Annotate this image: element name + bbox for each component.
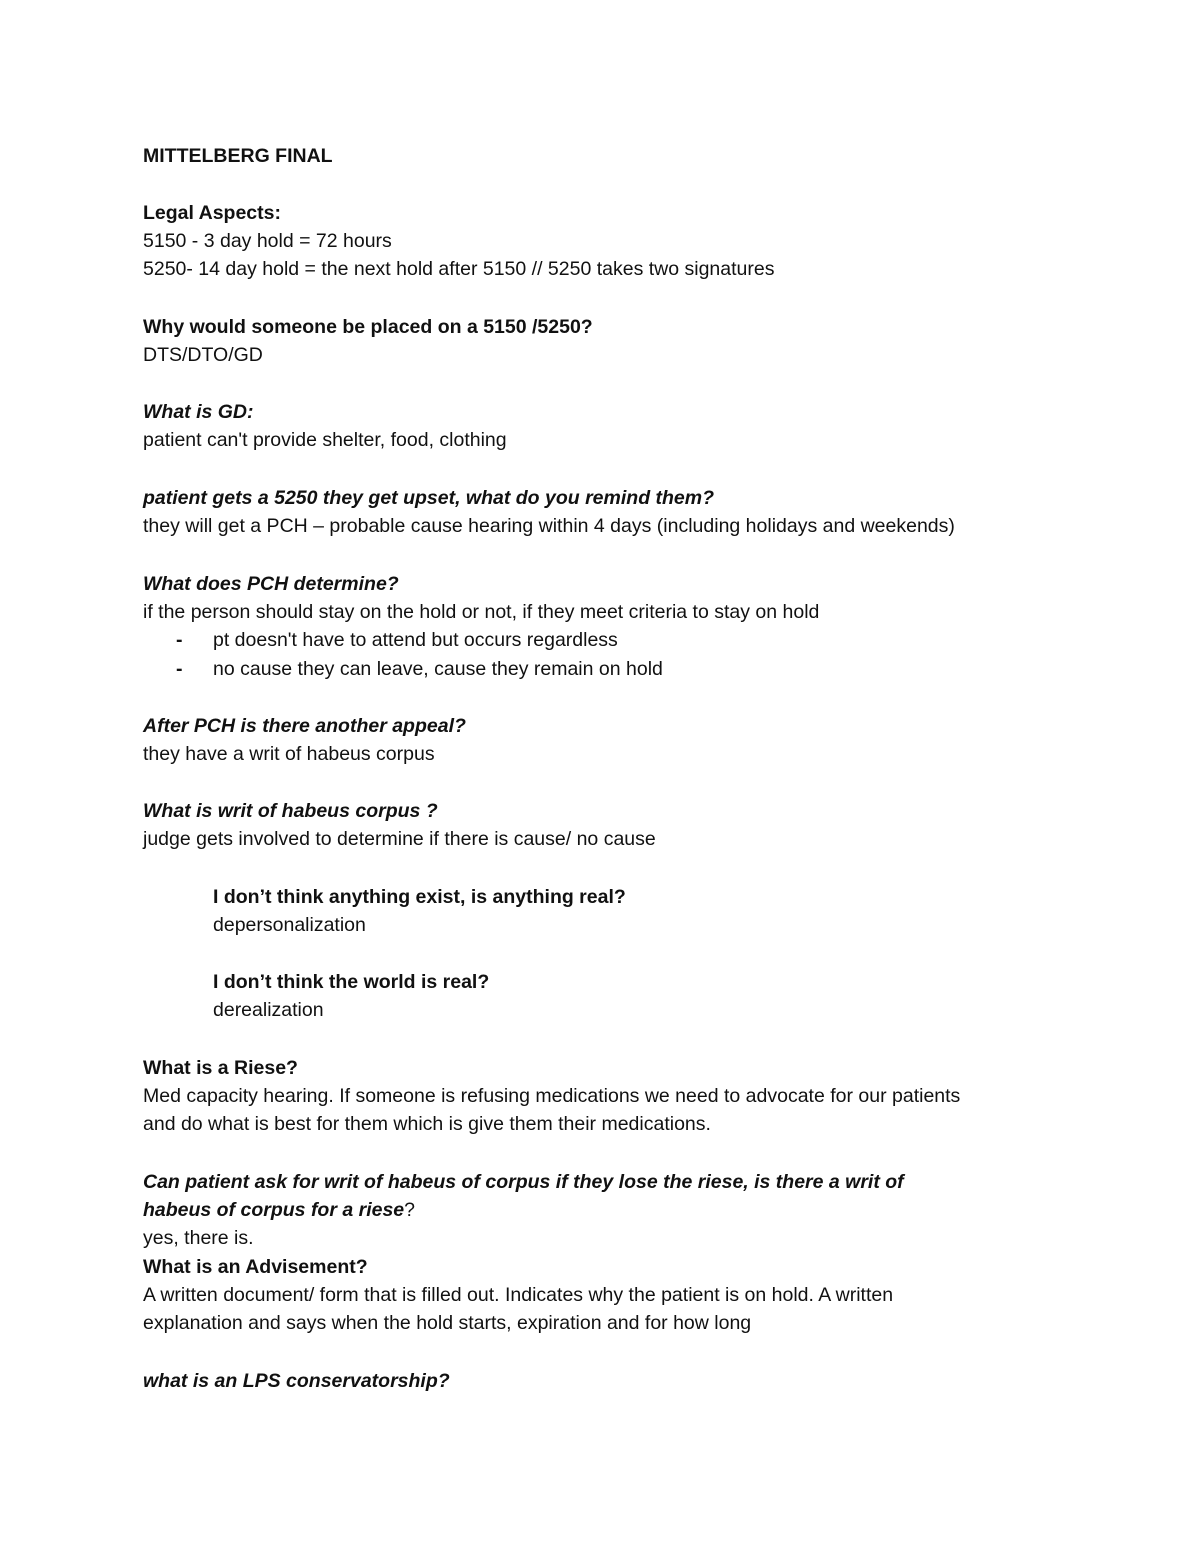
bullet-marker: -: [176, 658, 183, 680]
bullet-item: no cause they can leave, cause they remain on hold: [213, 658, 663, 680]
question-habeus: What is writ of habeus corpus ?: [143, 800, 438, 822]
answer-placement: DTS/DTO/GD: [143, 344, 263, 366]
answer-derealization: derealization: [213, 999, 324, 1021]
legal-line-5250: 5250- 14 day hold = the next hold after 5150 // 5250 takes two signatures: [143, 258, 775, 280]
answer-appeal: they have a writ of habeus corpus: [143, 743, 435, 765]
answer-riese-writ: yes, there is.: [143, 1227, 254, 1249]
answer-pch-determine: if the person should stay on the hold or not, if they meet criteria to stay on hold: [143, 601, 820, 623]
legal-line-5150: 5150 - 3 day hold = 72 hours: [143, 230, 392, 252]
answer-depersonalization: depersonalization: [213, 914, 366, 936]
question-depersonalization: I don’t think anything exist, is anything real?: [213, 886, 626, 908]
question-riese-writ-line2: [143, 1196, 415, 1224]
answer-riese-line: Med capacity hearing. If someone is refusing medications we need to advocate for our patients: [143, 1085, 961, 1107]
question-5250-upset: patient gets a 5250 they get upset, what do you remind them?: [143, 487, 715, 509]
answer-advisement-line: A written document/ form that is filled out. Indicates why the patient is on hold. A written: [143, 1284, 894, 1306]
question-derealization: I don’t think the world is real?: [213, 971, 490, 993]
question-advisement: What is an Advisement?: [143, 1256, 368, 1278]
question-riese-writ-text: habeus of corpus for a riese: [143, 1199, 405, 1221]
bullet-marker: -: [176, 629, 183, 651]
question-gd: What is GD:: [143, 401, 254, 423]
document-title: MITTELBERG FINAL: [143, 145, 333, 167]
question-lps: what is an LPS conservatorship?: [143, 1370, 450, 1392]
bullet-item: pt doesn't have to attend but occurs regardless: [213, 629, 618, 651]
question-riese-writ-mark: ?: [404, 1199, 416, 1221]
answer-5250-upset: they will get a PCH – probable cause hearing within 4 days (including holidays and weekends): [143, 515, 955, 537]
answer-gd: patient can't provide shelter, food, clothing: [143, 429, 507, 451]
question-pch-determine: What does PCH determine?: [143, 573, 399, 595]
legal-aspects-heading: Legal Aspects:: [143, 202, 281, 224]
answer-habeus: judge gets involved to determine if there is cause/ no cause: [143, 828, 656, 850]
question-riese-writ-line1: Can patient ask for writ of habeus of corpus if they lose the riese, is there a writ of: [143, 1171, 904, 1193]
question-appeal: After PCH is there another appeal?: [143, 715, 466, 737]
answer-riese-line: and do what is best for them which is give them their medications.: [143, 1113, 711, 1135]
answer-advisement-line: explanation and says when the hold starts, expiration and for how long: [143, 1312, 752, 1334]
question-placement: Why would someone be placed on a 5150 /5250?: [143, 316, 593, 338]
question-riese: What is a Riese?: [143, 1057, 298, 1079]
